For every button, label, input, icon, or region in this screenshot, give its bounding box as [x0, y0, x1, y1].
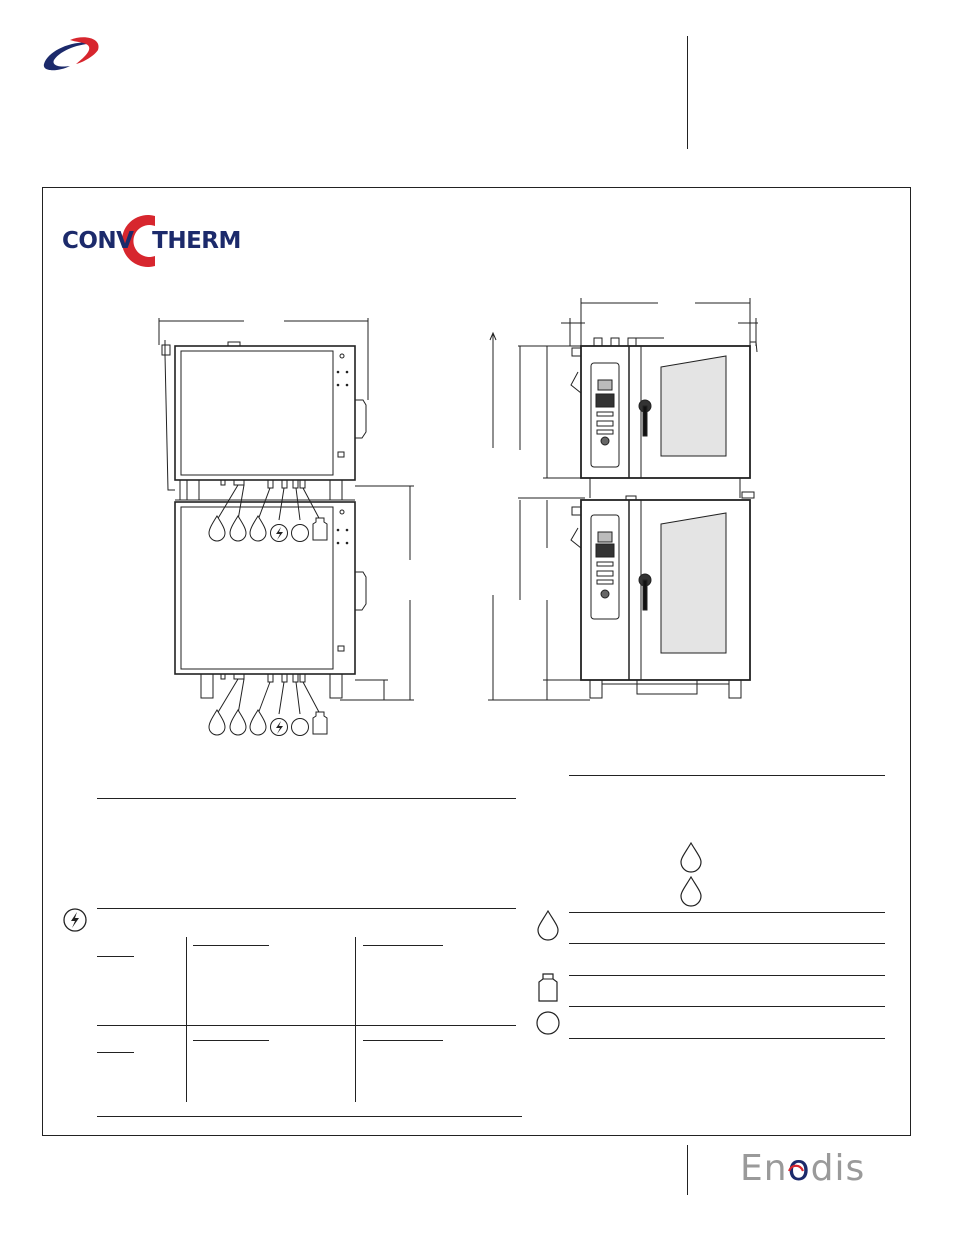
rule-right-3: [569, 943, 885, 944]
table-cell-underline-1: [193, 945, 269, 946]
enodis-swoosh-icon: [40, 34, 102, 76]
water-drop-icon: [680, 842, 702, 872]
table-col-divider-1: [186, 937, 187, 1102]
side-view-drawing: [150, 310, 420, 750]
water-drop-icon-3: [537, 910, 559, 940]
table-cell-underline-4: [363, 1040, 443, 1041]
rule-right-6: [569, 1038, 885, 1039]
enodis-logo-right: dis: [810, 1148, 866, 1189]
rule-right-1: [569, 775, 885, 776]
table-cell-underline-3: [193, 1040, 269, 1041]
front-view-drawing: [480, 295, 770, 710]
enodis-logo-left: En: [740, 1148, 788, 1189]
circle-icon: [535, 1010, 561, 1036]
table-cell-underline-2: [363, 945, 443, 946]
rule-left-bottom: [97, 1116, 522, 1117]
table-row-label-2: [97, 1052, 134, 1053]
brand-name-left: CONV: [62, 228, 134, 254]
header-divider: [687, 36, 688, 149]
brand-name-mid: O: [133, 228, 153, 254]
rule-left-2: [97, 908, 516, 909]
convotherm-wordmark: [62, 228, 241, 254]
enodis-logo-accent: [788, 1163, 804, 1173]
rule-right-5: [569, 1006, 885, 1007]
footer-divider: [687, 1145, 688, 1195]
table-row-label-1: [97, 956, 134, 957]
rule-right-2: [569, 912, 885, 913]
bottle-icon: [537, 973, 559, 1003]
rule-right-4: [569, 975, 885, 976]
water-drop-icon-2: [680, 876, 702, 906]
rule-left-3: [97, 1025, 516, 1026]
table-col-divider-2: [355, 937, 356, 1102]
electrical-icon: [62, 907, 88, 933]
brand-name-right: THERM: [152, 228, 241, 254]
enodis-logo-o: o: [787, 1148, 811, 1189]
rule-left-1: [97, 798, 516, 799]
